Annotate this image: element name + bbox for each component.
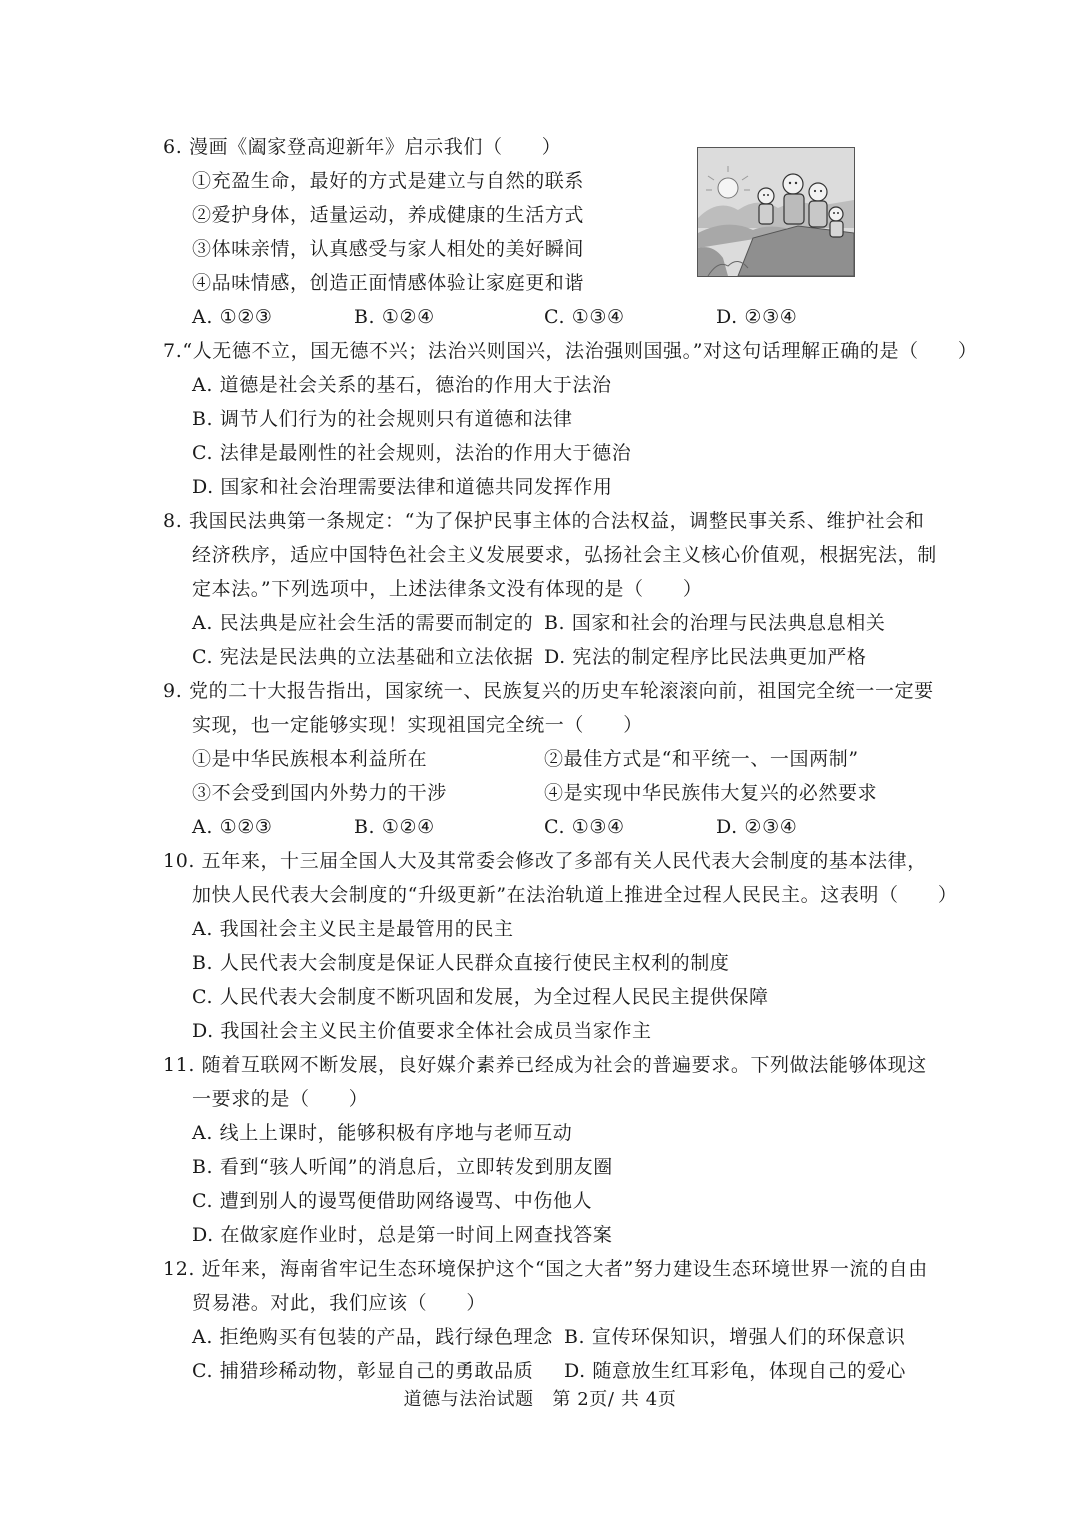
- q11-option-d: D. 在做家庭作业时，总是第一时间上网查找答案: [192, 1224, 613, 1246]
- q9-item-3: ③不会受到国内外势力的干涉: [192, 782, 447, 804]
- q10-option-b: B. 人民代表大会制度是保证人民群众直接行使民主权利的制度: [192, 952, 730, 974]
- q6-option-a: A. ①②③: [192, 306, 273, 328]
- q6-stem: 6. 漫画《阖家登高迎新年》启示我们（ ）: [163, 136, 562, 158]
- q12-option-d: D. 随意放生红耳彩龟，体现自己的爱心: [564, 1360, 907, 1382]
- q11-stem-line-1: 11. 随着互联网不断发展，良好媒介素养已经成为社会的普遍要求。下列做法能够体现这: [163, 1054, 927, 1076]
- q9-item-4: ④是实现中华民族伟大复兴的必然要求: [544, 782, 878, 804]
- q12-option-b: B. 宣传环保知识，增强人们的环保意识: [564, 1326, 906, 1348]
- q10-option-d: D. 我国社会主义民主价值要求全体社会成员当家作主: [192, 1020, 652, 1042]
- q7-option-a: A. 道德是社会关系的基石，德治的作用大于法治: [192, 374, 612, 396]
- q9-stem-line-2: 实现，也一定能够实现！实现祖国完全统一（ ）: [192, 714, 643, 736]
- q9-item-2: ②最佳方式是“和平统一、一国两制”: [544, 748, 859, 770]
- q6-option-b: B. ①②④: [354, 306, 435, 328]
- q6-item-4: ④品味情感，创造正面情感体验让家庭更和谐: [192, 272, 585, 294]
- q9-stem-line-1: 9. 党的二十大报告指出，国家统一、民族复兴的历史车轮滚滚向前，祖国完全统一一定要: [163, 680, 934, 702]
- q7-stem: 7.“人无德不立，国无德不兴；法治兴则国兴，法治强则国强。”对这句话理解正确的是（ ）: [163, 340, 978, 362]
- q8-stem-line-1: 8. 我国民法典第一条规定：“为了保护民事主体的合法权益，调整民事关系、维护社会和: [163, 510, 925, 532]
- cartoon-illustration: [697, 147, 855, 277]
- q9-item-1: ①是中华民族根本利益所在: [192, 748, 428, 770]
- q7-option-b: B. 调节人们行为的社会规则只有道德和法律: [192, 408, 573, 430]
- q11-stem-line-2: 一要求的是（ ）: [192, 1088, 369, 1110]
- q10-stem-line-2: 加快人民代表大会制度的“升级更新”在法治轨道上推进全过程人民民主。这表明（ ）: [192, 884, 958, 906]
- q11-option-a: A. 线上上课时，能够积极有序地与老师互动: [192, 1122, 573, 1144]
- q8-option-c: C. 宪法是民法典的立法基础和立法依据: [192, 646, 534, 668]
- q12-option-a: A. 拒绝购买有包装的产品，践行绿色理念: [192, 1326, 553, 1348]
- q9-option-a: A. ①②③: [192, 816, 273, 838]
- page-footer: 道德与法治试题 第 2页/ 共 4页: [403, 1389, 677, 1410]
- q6-item-3: ③体味亲情，认真感受与家人相处的美好瞬间: [192, 238, 585, 260]
- q11-option-b: B. 看到“骇人听闻”的消息后，立即转发到朋友圈: [192, 1156, 613, 1178]
- q9-option-d: D. ②③④: [716, 816, 798, 838]
- q6-option-d: D. ②③④: [716, 306, 798, 328]
- q11-option-c: C. 遭到别人的谩骂便借助网络谩骂、中伤他人: [192, 1190, 593, 1212]
- q8-option-a: A. 民法典是应社会生活的需要而制定的: [192, 612, 534, 634]
- q8-option-d: D. 宪法的制定程序比民法典更加严格: [544, 646, 867, 668]
- q9-option-b: B. ①②④: [354, 816, 435, 838]
- q7-option-d: D. 国家和社会治理需要法律和道德共同发挥作用: [192, 476, 613, 498]
- q6-item-1: ①充盈生命，最好的方式是建立与自然的联系: [192, 170, 585, 192]
- q12-stem-line-2: 贸易港。对此，我们应该（ ）: [192, 1292, 487, 1314]
- q10-option-c: C. 人民代表大会制度不断巩固和发展，为全过程人民民主提供保障: [192, 986, 769, 1008]
- q6-item-2: ②爱护身体，适量运动，养成健康的生活方式: [192, 204, 585, 226]
- q8-stem-line-3: 定本法。”下列选项中，上述法律条文没有体现的是（ ）: [192, 578, 703, 600]
- q8-stem-line-2: 经济秩序，适应中国特色社会主义发展要求，弘扬社会主义核心价值观，根据宪法，制: [192, 544, 937, 566]
- q10-stem-line-1: 10. 五年来，十三届全国人大及其常委会修改了多部有关人民代表大会制度的基本法律，: [163, 850, 927, 872]
- q12-option-c: C. 捕猎珍稀动物，彰显自己的勇敢品质: [192, 1360, 534, 1382]
- q10-option-a: A. 我国社会主义民主是最管用的民主: [192, 918, 514, 940]
- q6-option-c: C. ①③④: [544, 306, 625, 328]
- q7-option-c: C. 法律是最刚性的社会规则，法治的作用大于德治: [192, 442, 632, 464]
- q9-option-c: C. ①③④: [544, 816, 625, 838]
- q8-option-b: B. 国家和社会的治理与民法典息息相关: [544, 612, 886, 634]
- q12-stem-line-1: 12. 近年来，海南省牢记生态环境保护这个“国之大者”努力建设生态环境世界一流的自由: [163, 1258, 928, 1280]
